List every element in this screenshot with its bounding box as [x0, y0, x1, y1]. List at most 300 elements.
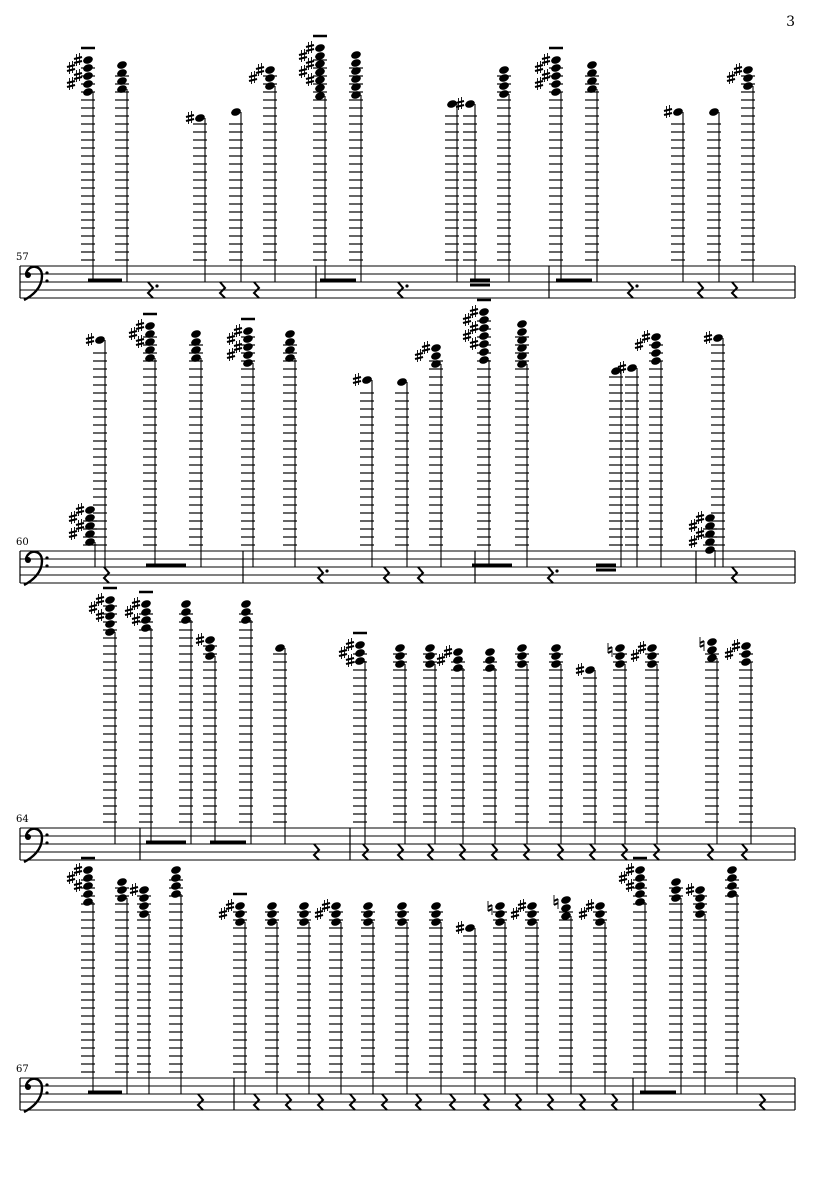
notehead — [138, 893, 150, 903]
sharp-icon — [626, 879, 634, 892]
note — [283, 329, 297, 567]
notehead — [740, 649, 752, 659]
system-1 — [16, 36, 795, 300]
note — [229, 107, 243, 282]
sharp-icon — [125, 605, 133, 618]
sharp-icon — [96, 609, 104, 622]
notehead — [424, 651, 436, 661]
notehead — [138, 885, 150, 895]
notehead — [726, 881, 738, 891]
chord — [69, 503, 97, 567]
note — [631, 641, 659, 844]
notehead — [264, 81, 276, 91]
sharp-icon — [299, 65, 307, 78]
notehead — [712, 333, 724, 343]
notehead — [670, 885, 682, 895]
measure-number: 67 — [16, 1064, 29, 1075]
sharp-icon — [129, 327, 137, 340]
sharp-icon — [535, 61, 543, 74]
notehead — [694, 909, 706, 919]
bass-clef-icon — [24, 552, 49, 585]
notehead — [82, 87, 94, 97]
notehead — [104, 619, 116, 629]
notehead — [726, 873, 738, 883]
notehead — [646, 643, 658, 653]
note — [535, 48, 563, 282]
notehead — [140, 615, 152, 625]
notehead — [672, 107, 684, 117]
note — [115, 877, 129, 1094]
notehead — [284, 329, 296, 339]
note — [609, 366, 623, 567]
sharp-icon — [86, 333, 94, 346]
notehead — [550, 87, 562, 97]
staff — [20, 266, 795, 298]
note — [169, 865, 183, 1094]
notehead — [104, 595, 116, 605]
notehead — [650, 348, 662, 358]
notehead — [670, 893, 682, 903]
notehead — [396, 377, 408, 387]
notehead — [242, 358, 254, 368]
notehead — [230, 107, 242, 117]
note — [219, 894, 247, 1094]
notehead — [242, 334, 254, 344]
sharp-icon — [732, 639, 740, 652]
sharp-icon — [226, 899, 234, 912]
notehead — [354, 656, 366, 666]
notehead — [180, 615, 192, 625]
notehead — [494, 909, 506, 919]
notehead — [82, 873, 94, 883]
notehead — [650, 332, 662, 342]
notehead — [242, 326, 254, 336]
sharp-icon — [339, 646, 347, 659]
notehead — [170, 889, 182, 899]
sharp-icon — [67, 77, 75, 90]
sharp-icon — [456, 921, 464, 934]
note — [196, 633, 217, 844]
notehead — [266, 917, 278, 927]
sharp-icon — [227, 348, 235, 361]
note — [669, 877, 683, 1094]
notehead — [242, 350, 254, 360]
sharp-icon — [96, 593, 104, 606]
notehead — [82, 881, 94, 891]
notehead — [626, 363, 638, 373]
sharp-icon — [664, 105, 672, 118]
notehead — [204, 651, 216, 661]
note — [186, 111, 207, 282]
notehead — [82, 889, 94, 899]
notehead — [264, 65, 276, 75]
notehead — [484, 647, 496, 657]
sharp-icon — [619, 871, 627, 884]
notehead — [550, 651, 562, 661]
notehead — [140, 599, 152, 609]
note — [299, 36, 327, 282]
measure-number: 57 — [16, 252, 29, 263]
notehead — [242, 342, 254, 352]
sharp-icon — [437, 653, 445, 666]
note — [353, 373, 374, 567]
notehead — [240, 615, 252, 625]
sharp-icon — [696, 511, 704, 524]
note — [429, 901, 443, 1094]
sharp-icon — [689, 535, 697, 548]
sharp-icon — [470, 321, 478, 334]
notehead — [526, 917, 538, 927]
notehead — [170, 865, 182, 875]
sharp-icon — [642, 330, 650, 343]
sharp-icon — [422, 341, 430, 354]
sharp-icon — [234, 340, 242, 353]
note — [67, 858, 95, 1094]
sharp-icon — [67, 871, 75, 884]
sharp-icon — [74, 863, 82, 876]
sharp-icon — [74, 53, 82, 66]
notehead — [464, 99, 476, 109]
notehead — [204, 643, 216, 653]
natural-icon — [700, 637, 704, 651]
notehead — [740, 641, 752, 651]
notehead — [526, 909, 538, 919]
sharp-icon — [734, 63, 742, 76]
notehead — [550, 79, 562, 89]
sharp-icon — [353, 373, 361, 386]
note — [456, 921, 477, 1094]
notehead — [396, 909, 408, 919]
sharp-icon — [542, 69, 550, 82]
notehead — [526, 901, 538, 911]
note — [576, 663, 597, 844]
sharp-icon — [322, 899, 330, 912]
notehead — [634, 873, 646, 883]
sharp-icon — [249, 71, 257, 84]
sharp-icon — [704, 331, 712, 344]
notehead — [362, 917, 374, 927]
notehead — [594, 909, 606, 919]
sharp-icon — [130, 883, 138, 896]
note — [619, 858, 647, 1094]
notehead — [706, 637, 718, 647]
notehead — [396, 901, 408, 911]
sharp-icon — [686, 883, 694, 896]
notehead — [516, 643, 528, 653]
note — [179, 599, 193, 844]
sharp-icon — [470, 305, 478, 318]
system-3 — [16, 588, 795, 862]
notehead — [498, 73, 510, 83]
notehead — [430, 343, 442, 353]
notehead — [550, 55, 562, 65]
sharp-icon — [346, 638, 354, 651]
notehead — [298, 909, 310, 919]
note — [497, 65, 511, 282]
note — [315, 899, 343, 1094]
note — [515, 643, 529, 844]
notehead — [478, 347, 490, 357]
notehead — [314, 43, 326, 53]
notehead — [234, 901, 246, 911]
sharp-icon — [463, 313, 471, 326]
sharp-icon — [69, 511, 77, 524]
measure-number: 60 — [16, 537, 29, 548]
notehead — [516, 327, 528, 337]
notehead — [180, 607, 192, 617]
note — [393, 643, 407, 844]
note — [265, 901, 279, 1094]
note — [239, 599, 253, 844]
sharp-icon — [511, 907, 519, 920]
notehead — [394, 651, 406, 661]
notehead — [478, 315, 490, 325]
notehead — [298, 901, 310, 911]
sharp-icon — [315, 907, 323, 920]
notehead — [104, 603, 116, 613]
sharp-icon — [696, 527, 704, 540]
notehead — [708, 107, 720, 117]
bass-clef-icon — [24, 267, 49, 300]
bass-clef-icon — [24, 829, 49, 862]
notehead — [190, 329, 202, 339]
note — [549, 643, 563, 844]
note — [515, 319, 529, 567]
sharp-icon — [67, 61, 75, 74]
note — [395, 377, 409, 567]
note — [707, 107, 721, 282]
sharp-icon — [306, 73, 314, 86]
notehead — [430, 909, 442, 919]
notehead — [516, 319, 528, 329]
sharp-icon — [727, 71, 735, 84]
note — [249, 63, 277, 282]
sharp-icon — [518, 899, 526, 912]
note — [189, 329, 203, 567]
sharp-icon — [132, 613, 140, 626]
notehead — [742, 73, 754, 83]
notehead — [430, 901, 442, 911]
sharp-icon — [256, 63, 264, 76]
notehead — [726, 889, 738, 899]
notehead — [266, 909, 278, 919]
notehead — [586, 60, 598, 70]
notehead — [670, 877, 682, 887]
notehead — [394, 659, 406, 669]
sharp-icon — [74, 69, 82, 82]
dot — [325, 569, 328, 572]
dot — [555, 569, 558, 572]
notehead — [614, 643, 626, 653]
natural-icon — [488, 901, 492, 915]
note — [608, 643, 627, 844]
notehead — [694, 901, 706, 911]
notehead — [396, 917, 408, 927]
sharp-icon — [89, 601, 97, 614]
note — [361, 901, 375, 1094]
notehead — [430, 917, 442, 927]
notehead — [82, 71, 94, 81]
notehead — [330, 901, 342, 911]
notehead — [694, 885, 706, 895]
sharp-icon — [576, 663, 584, 676]
notehead — [646, 651, 658, 661]
notehead — [240, 607, 252, 617]
note — [483, 647, 497, 844]
sharp-icon — [346, 654, 354, 667]
notehead — [234, 909, 246, 919]
notehead — [330, 909, 342, 919]
notehead — [116, 885, 128, 895]
notehead — [94, 335, 106, 345]
note — [423, 643, 437, 844]
note — [511, 899, 539, 1094]
sharp-icon — [299, 49, 307, 62]
notehead — [478, 323, 490, 333]
sharp-icon — [725, 647, 733, 660]
sharp-icon — [579, 907, 587, 920]
notehead — [240, 599, 252, 609]
notehead — [634, 889, 646, 899]
note — [463, 300, 491, 567]
natural-icon — [554, 895, 558, 909]
notehead — [594, 901, 606, 911]
notehead — [424, 659, 436, 669]
notehead — [614, 659, 626, 669]
notehead — [742, 81, 754, 91]
notehead — [170, 881, 182, 891]
sharp-icon — [74, 879, 82, 892]
note — [415, 341, 443, 567]
system-2 — [16, 300, 795, 585]
notehead — [138, 909, 150, 919]
notehead — [740, 657, 752, 667]
sharp-icon — [638, 641, 646, 654]
notehead — [650, 356, 662, 366]
notehead — [266, 901, 278, 911]
system-4 — [16, 858, 795, 1112]
notehead — [726, 865, 738, 875]
measure-number: 64 — [16, 814, 29, 825]
notehead — [650, 340, 662, 350]
sharp-icon — [136, 335, 144, 348]
note — [456, 97, 477, 282]
note — [635, 330, 663, 567]
note — [67, 48, 95, 282]
notehead — [298, 917, 310, 927]
note — [585, 60, 599, 282]
notehead — [494, 901, 506, 911]
note — [339, 633, 367, 844]
notehead — [264, 73, 276, 83]
notehead — [138, 901, 150, 911]
notehead — [694, 893, 706, 903]
notehead — [350, 58, 362, 68]
note — [273, 643, 287, 844]
dot — [635, 284, 638, 287]
sharp-icon — [227, 332, 235, 345]
note — [297, 901, 311, 1094]
notehead — [478, 331, 490, 341]
sharp-icon — [136, 319, 144, 332]
notehead — [498, 65, 510, 75]
notehead — [614, 651, 626, 661]
notehead — [82, 897, 94, 907]
notehead — [498, 89, 510, 99]
sharp-icon — [542, 53, 550, 66]
notehead — [82, 865, 94, 875]
notehead — [394, 643, 406, 653]
note — [700, 637, 719, 844]
sharp-icon — [76, 519, 84, 532]
sharp-icon — [196, 633, 204, 646]
notehead — [478, 339, 490, 349]
notehead — [646, 659, 658, 669]
notehead — [116, 60, 128, 70]
notehead — [584, 665, 596, 675]
sharp-icon — [463, 329, 471, 342]
notehead — [424, 643, 436, 653]
note — [554, 895, 573, 1094]
sharp-icon — [306, 57, 314, 70]
notehead — [742, 65, 754, 75]
notehead — [516, 651, 528, 661]
notehead — [464, 923, 476, 933]
sharp-icon — [219, 907, 227, 920]
note — [437, 645, 465, 844]
bass-clef-icon — [24, 1079, 49, 1112]
notehead — [484, 655, 496, 665]
notehead — [478, 355, 490, 365]
note — [445, 99, 459, 282]
note — [725, 865, 739, 1094]
notehead — [550, 659, 562, 669]
notehead — [116, 893, 128, 903]
note — [579, 899, 607, 1094]
notehead — [452, 663, 464, 673]
notehead — [140, 607, 152, 617]
note — [664, 105, 685, 282]
staff — [20, 828, 795, 860]
notehead — [550, 643, 562, 653]
sharp-icon — [535, 77, 543, 90]
notehead — [354, 640, 366, 650]
notehead — [194, 113, 206, 123]
notehead — [144, 321, 156, 331]
sharp-icon — [186, 111, 194, 124]
notehead — [704, 545, 716, 555]
notehead — [354, 648, 366, 658]
notehead — [516, 659, 528, 669]
notehead — [82, 79, 94, 89]
notehead — [82, 55, 94, 65]
sharp-icon — [69, 527, 77, 540]
sharp-icon — [234, 324, 242, 337]
notehead — [362, 909, 374, 919]
notehead — [104, 627, 116, 637]
notehead — [116, 877, 128, 887]
note — [125, 592, 153, 844]
notehead — [484, 663, 496, 673]
notehead — [494, 917, 506, 927]
note — [129, 314, 157, 567]
note — [349, 50, 363, 282]
note — [395, 901, 409, 1094]
notehead — [594, 917, 606, 927]
chord — [89, 588, 117, 844]
notehead — [140, 623, 152, 633]
notehead — [452, 647, 464, 657]
